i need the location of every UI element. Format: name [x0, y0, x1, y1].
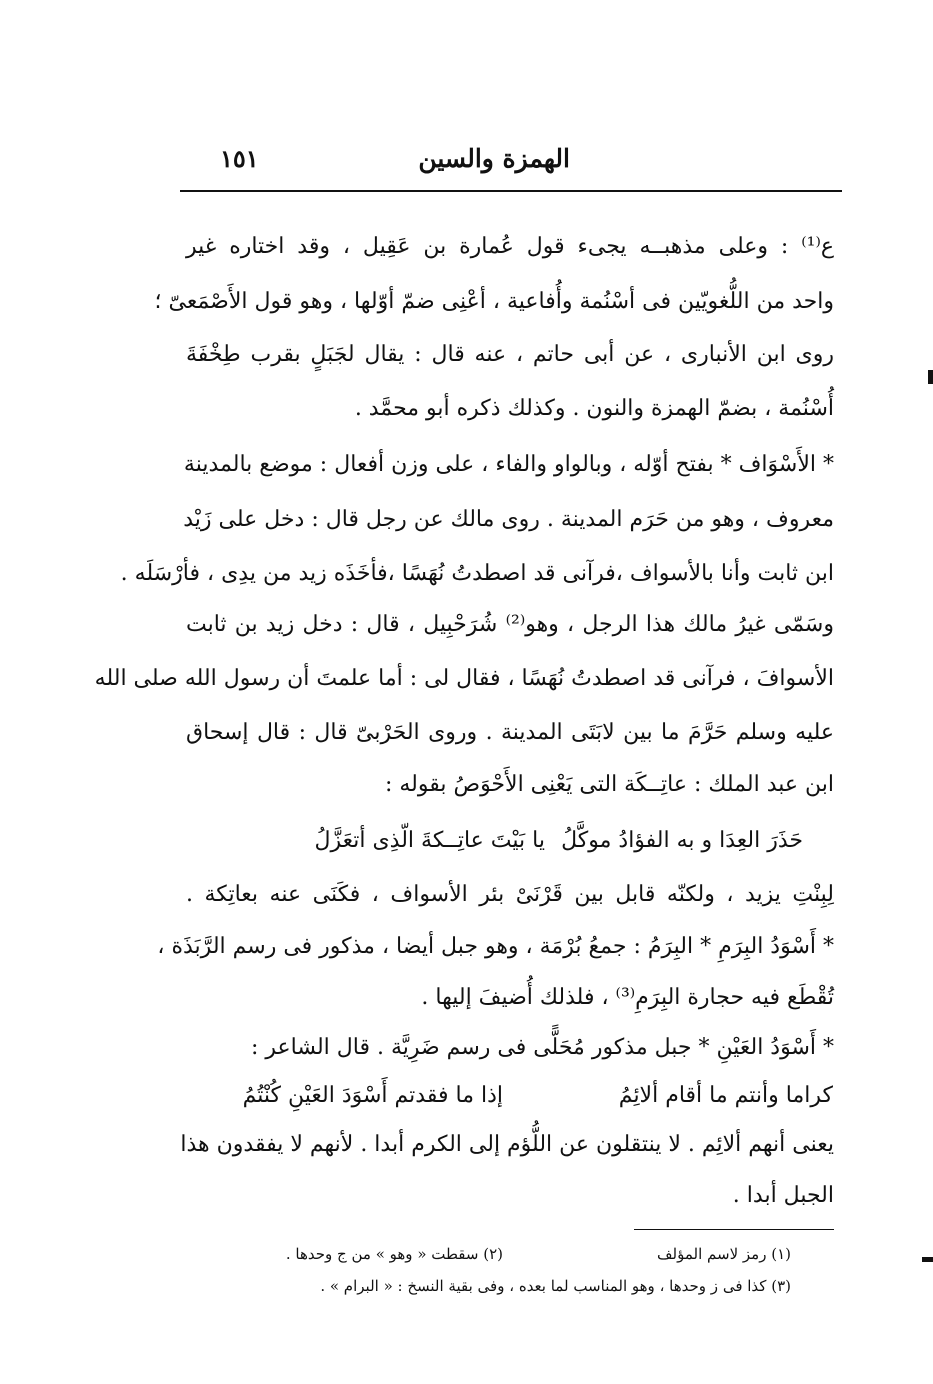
text-line: روى ابن الأنبارى ، عن أبى حاتم ، عنه قال : يقال لجَبَلٍ بقرب طِخْفَةَ — [186, 342, 834, 367]
text-line: الأسوافَ ، فرآنى قد اصطدتُ نُهَسًا ، فقال لى : أما علمتَ أن رسول الله صلى الله — [94, 666, 834, 691]
text-line: * الأَسْوَاف * بفتح أوّله ، وبالواو والفاء ، على وزن أفعال : موضع بالمدينة — [183, 452, 834, 477]
verse-1-second-hemistich: حَذَرَ العِدَا و به الفؤادُ موكَّلُ — [561, 828, 803, 853]
text-line: واحد من اللُّغويّين فى أسْنُمة وأُفاعية ، أعْنِى ضمّ أوّلها ، وهو قول الأَصْمَعىّ ؛ — [154, 289, 834, 314]
running-header — [180, 138, 840, 186]
text-line: يعنى أنهم ألائِم . لا ينتقلون عن اللُّؤم إلى الكرم أبدا . لأنهم لا يفقدون هذا — [180, 1132, 834, 1157]
text-line: ابن ثابت وأنا بالأسواف ،فرآنى قد اصطدتُ نُهَسًا ،فأخَذَه زيد من يدِى ، فأرْسَلَه . — [120, 561, 834, 586]
text-line: * أَسْوَدُ العَيْنِ * جبل مذكور مُحَلًّى فى رسم ضَرِيَّة . قال الشاعر : — [250, 1035, 834, 1060]
text-line: معروف ، وهو من حَرَم المدينة . روى مالك عن رجل قال : دخل على زَيْد — [183, 507, 834, 532]
header-rule — [180, 190, 842, 192]
text-line: أُسْنُمة ، بضمّ الهمزة والنون . وكذلك ذكره أبو محمَّد . — [354, 396, 834, 421]
margin-mark — [922, 1257, 933, 1262]
text-line: تُقْطَع فيه حجارة البِرَمِ⁽³⁾ ، فلذلك أُضيفَ إليها . — [421, 985, 834, 1010]
running-title: الهمزة والسين — [418, 144, 570, 173]
text-line: وسَمّى غيرُ مالك هذا الرجل ، وهو⁽²⁾ شُرَحْبِيل ، قال : دخل زيد بن ثابت — [186, 612, 834, 637]
verse-2-second-hemistich: كراما وأنتم ما أقام ألائِمُ — [618, 1083, 833, 1108]
text-line: لِبِنْتِ يزيد ، ولكنّه قابل بين قَرْنَىْ بئر الأسواف ، فكَنَى عنه بعاتِكة . — [186, 882, 834, 907]
text-line: عليه وسلم حَرَّمَ ما بين لابَتَى المدينة . وروى الحَرْبىّ قال : قال إسحاق — [186, 720, 834, 745]
footnote-3: (٣) كذا فى ز وحدها ، وهو المناسب لما بعده ، وفى بقية النسخ : « البرام » . — [320, 1277, 791, 1295]
text-line: * أَسْوَدُ البِرَمِ * البِرَمُ : جمعُ بُرْمَة ، وهو جبل أيضا ، مذكور فى رسم الرَّبَذَة ، — [157, 934, 834, 959]
verse-2-first-hemistich: إذا ما فقدتم أَسْوَدَ العَيْنِ كُنْتُمُ — [242, 1083, 503, 1108]
text-line: الجبل أبدا . — [732, 1183, 834, 1208]
footnote-1: (١) رمز لاسم المؤلف — [657, 1245, 791, 1263]
footnote-2: (٢) سقطت « وهو » من ج وحدها . — [285, 1245, 503, 1263]
margin-mark — [928, 370, 933, 384]
verse-1-first-hemistich: يا بَيْتَ عاتِــكةَ الّذِى أتعَزَّلُ — [314, 828, 545, 853]
page-number: ١٥١ — [220, 144, 259, 173]
text-line: ع⁽¹⁾ : وعلى مذهبــه يجىء قول عُمارة بن عَقِيل ، وقد اختاره غير — [186, 234, 834, 259]
text-line: ابن عبد الملك : عاتِــكَة التى يَعْنِى الأَحْوَصُ بقوله : — [384, 772, 834, 797]
footnote-rule — [634, 1229, 834, 1230]
